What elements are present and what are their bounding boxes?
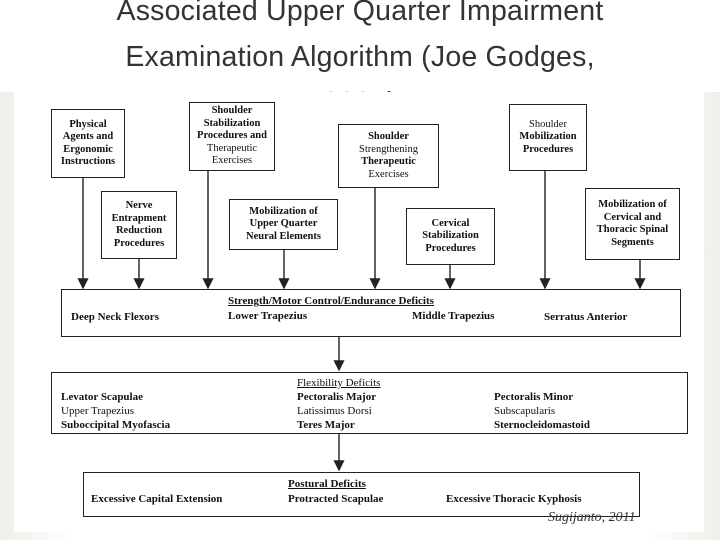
box-text: Shoulder: [529, 118, 567, 130]
box-text: Stabilization: [203, 117, 261, 129]
box-text: Stabilization: [422, 230, 479, 242]
protracted-scapulae: Protracted Scapulae: [288, 493, 384, 505]
box-text: Ergonomic: [63, 143, 113, 155]
teres-major: Teres Major: [297, 419, 355, 431]
box-text: Therapeutic: [206, 142, 258, 154]
box-text: Mobilization of: [249, 205, 318, 217]
suboccipital-myofascia: Suboccipital Myofascia: [61, 419, 171, 431]
box-text: Thoracic Spinal: [596, 224, 669, 235]
box-text: Neural Elements: [246, 230, 321, 242]
box-text: Shoulder: [368, 131, 409, 142]
box-text: Exercises: [368, 168, 409, 180]
box-text: Cervical: [431, 217, 470, 229]
box-text: Nerve: [125, 200, 153, 211]
title-line-2: Examination Algorithm (Joe Godges,: [125, 41, 595, 73]
algorithm-diagram: [14, 92, 704, 532]
box-text: Mobilization of: [598, 199, 667, 210]
box-text: Mobilization: [519, 131, 577, 143]
postural-heading: Postural Deficits: [288, 478, 366, 490]
box-text: Physical: [69, 118, 107, 130]
deep-neck-flexors: Deep Neck Flexors: [71, 311, 159, 323]
credit-text: Sugijanto, 2011: [548, 510, 636, 525]
box-text: Segments: [611, 236, 654, 248]
flexibility-heading: Flexibility Deficits: [297, 377, 381, 389]
box-text: Exercises: [211, 155, 253, 167]
box-text: Procedures and: [197, 130, 267, 142]
pectoralis-major: Pectoralis Major: [297, 391, 377, 403]
box-text: Procedures: [113, 237, 165, 249]
levator-scapulae: Levator Scapulae: [61, 391, 143, 403]
excessive-thoracic-kyphosis: Excessive Thoracic Kyphosis: [446, 493, 582, 505]
diagram-arrows: [14, 92, 704, 532]
box-text: Strengthening: [359, 143, 418, 155]
upper-trapezius: Upper Trapezius: [61, 405, 135, 417]
box-text: Upper Quarter: [249, 218, 318, 230]
sternocleidomastoid: Sternocleidomastoid: [494, 419, 590, 431]
box-text: Procedures: [425, 242, 476, 254]
excessive-capital-extension: Excessive Capital Extension: [91, 493, 223, 505]
lower-trapezius: Lower Trapezius: [228, 310, 308, 322]
latissimus-dorsi: Latissimus Dorsi: [297, 405, 372, 417]
box-text: Procedures: [522, 143, 574, 155]
box-text: Cervical and: [603, 211, 662, 223]
subscapularis: Subscapularis: [494, 405, 556, 417]
pectoralis-minor: Pectoralis Minor: [494, 391, 574, 403]
box-text: Entrapment: [111, 212, 167, 224]
box-text: Therapeutic: [361, 156, 416, 167]
box-text: Agents and: [62, 131, 114, 142]
box-text: Reduction: [115, 225, 163, 236]
box-text: Shoulder: [211, 105, 253, 117]
serratus-anterior: Serratus Anterior: [544, 311, 628, 323]
title-line-1: Associated Upper Quarter Impairment: [116, 0, 604, 27]
middle-trapezius: Middle Trapezius: [412, 310, 495, 322]
box-text: Instructions: [60, 156, 116, 167]
strength-heading: Strength/Motor Control/Endurance Deficits: [228, 295, 434, 307]
